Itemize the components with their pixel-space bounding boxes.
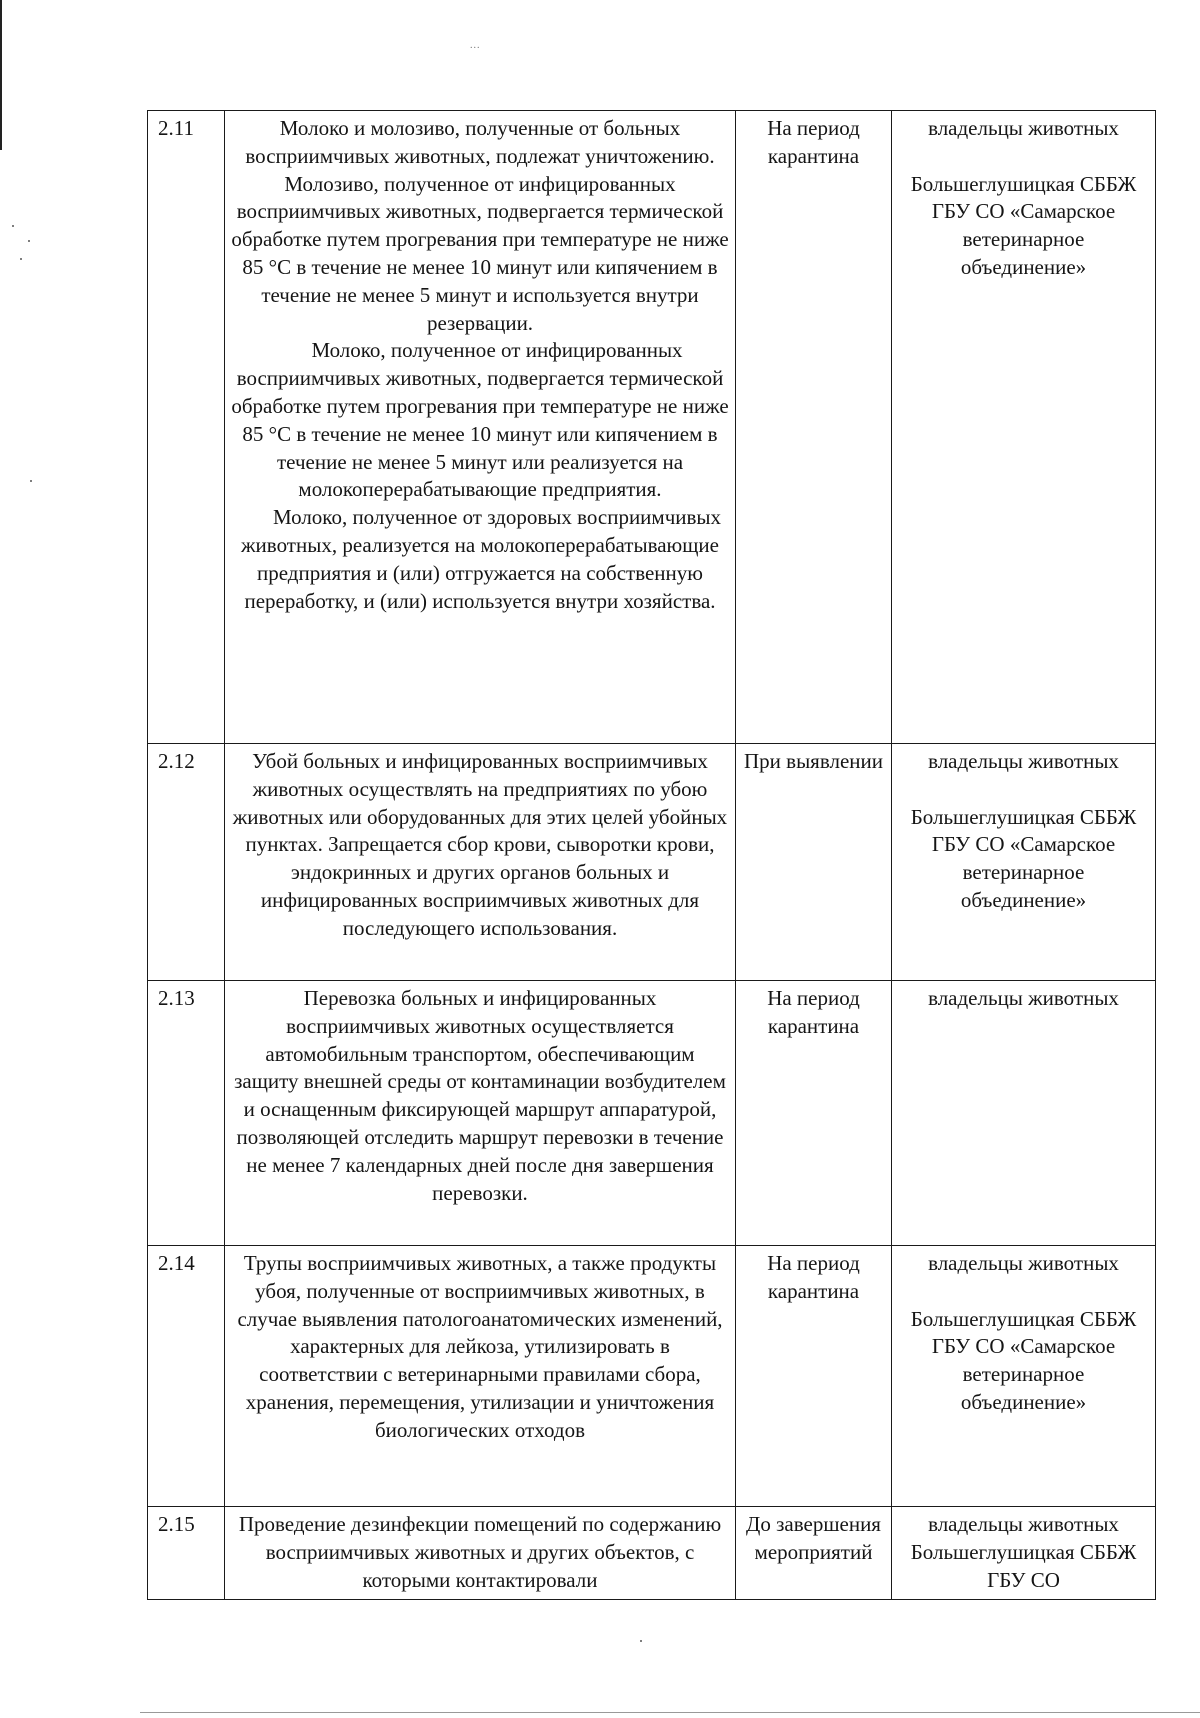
spacer — [898, 1278, 1149, 1306]
table-row — [148, 1507, 1156, 1600]
row-number: 2.12 — [148, 744, 225, 981]
measure-responsible — [892, 1246, 1156, 1507]
measure-description — [225, 111, 736, 744]
measure-responsible — [892, 1507, 1156, 1600]
description-paragraph: Перевозка больных и инфицированных восприимчивых животных осуществляется автомобильным транспортом, обеспечивающим защиту внешней среды от контаминации возбудителем и оснащенным фиксирующей маршрут аппаратурой, позволяющей отследить маршрут перевозки в течение не менее 7 календарных дней после дня завершения перевозки. — [234, 986, 726, 1205]
description-paragraph: Проведение дезинфекции помещений по содержанию восприимчивых животных и других объектов, с которыми контактировали — [238, 1512, 722, 1592]
measure-period — [736, 1507, 892, 1600]
spacer — [898, 776, 1149, 804]
spacer — [898, 143, 1149, 171]
description-clip — [231, 1511, 729, 1593]
measure-responsible — [892, 981, 1156, 1246]
responsible-org: Большеглушицкая СББЖ ГБУ СО — [910, 1539, 1137, 1592]
page-header-mark: ... — [470, 40, 481, 51]
measure-responsible — [892, 744, 1156, 981]
measures-table — [147, 110, 1156, 1600]
scan-speck — [28, 240, 30, 242]
measure-period: На период карантина — [736, 111, 892, 744]
scan-speck — [30, 480, 32, 482]
row-number: 2.13 — [148, 981, 225, 1246]
scan-edge-bottom — [140, 1712, 1200, 1713]
measure-description — [225, 1246, 736, 1507]
responsible-clip — [898, 1511, 1149, 1593]
measure-period: На период карантина — [736, 981, 892, 1246]
responsible-owner: владельцы животных — [928, 986, 1119, 1010]
table-row — [148, 111, 1156, 744]
description-paragraph: Трупы восприимчивых животных, а также продукты убоя, полученные от восприимчивых животных, в случае выявления патологоанатомических изменений, характерных для лейкоза, утилизировать в соответствии с ветеринарными правилами сбора, хранения, перемещения, утилизации и уничтожения биологических отходов — [237, 1251, 723, 1442]
period-clip: До завершения мероприятий — [746, 1512, 881, 1564]
description-paragraph: Молоко и молозиво, полученные от больных восприимчивых животных, подлежат уничтожению. Молозиво, полученное от инфицированных восприимчивых животных, подвергается термической обработке путем прогревания при температуре не ниже 85 °С в течение не менее 10 минут или кипячением в течение не менее 5 минут и используется внутри резервации. — [231, 116, 729, 335]
measure-description — [225, 744, 736, 981]
description-paragraph: Молоко, полученное от инфицированных восприимчивых животных, подвергается термической обработке путем прогревания при температуре не ниже 85 °С в течение не менее 10 минут или кипячением в течение не менее 5 минут или реализуется на молокоперерабатывающие предприятия. — [231, 338, 729, 502]
measure-period: На период карантина — [736, 1246, 892, 1507]
scan-speck — [20, 258, 22, 260]
table-row — [148, 744, 1156, 981]
measure-responsible — [892, 111, 1156, 744]
scan-speck — [640, 1640, 642, 1642]
responsible-owner: владельцы животных — [928, 116, 1119, 140]
measure-description — [225, 981, 736, 1246]
responsible-org: Большеглушицкая СББЖ ГБУ СО «Самарское ветеринарное объединение» — [910, 171, 1137, 279]
responsible-owner: владельцы животных — [928, 1512, 1119, 1536]
measure-period: При выявлении — [736, 744, 892, 981]
responsible-org: Большеглушицкая СББЖ ГБУ СО «Самарское ветеринарное объединение» — [910, 804, 1137, 912]
row-number: 2.15 — [148, 1507, 225, 1600]
row-number: 2.14 — [148, 1246, 225, 1507]
responsible-owner: владельцы животных — [928, 749, 1119, 773]
table-row — [148, 1246, 1156, 1507]
table-row — [148, 981, 1156, 1246]
scan-speck — [12, 225, 14, 227]
responsible-owner: владельцы животных — [928, 1251, 1119, 1275]
measure-description — [225, 1507, 736, 1600]
description-paragraph: Убой больных и инфицированных восприимчивых животных осуществлять на предприятиях по убою животных или оборудованных для этих целей убойных пунктах. Запрещается сбор крови, сыворотки крови, эндокринных и других органов больных и инфицированных восприимчивых животных для последующего использования. — [232, 749, 728, 940]
responsible-org: Большеглушицкая СББЖ ГБУ СО «Самарское ветеринарное объединение» — [910, 1306, 1137, 1414]
row-number: 2.11 — [148, 111, 225, 744]
description-paragraph: Молоко, полученное от здоровых восприимчивых животных, реализуется на молокоперерабатывающие предприятия и (или) отгружается на собственную переработку, и (или) используется внутри хозяйства. — [241, 505, 722, 613]
scan-edge-left — [0, 0, 2, 150]
